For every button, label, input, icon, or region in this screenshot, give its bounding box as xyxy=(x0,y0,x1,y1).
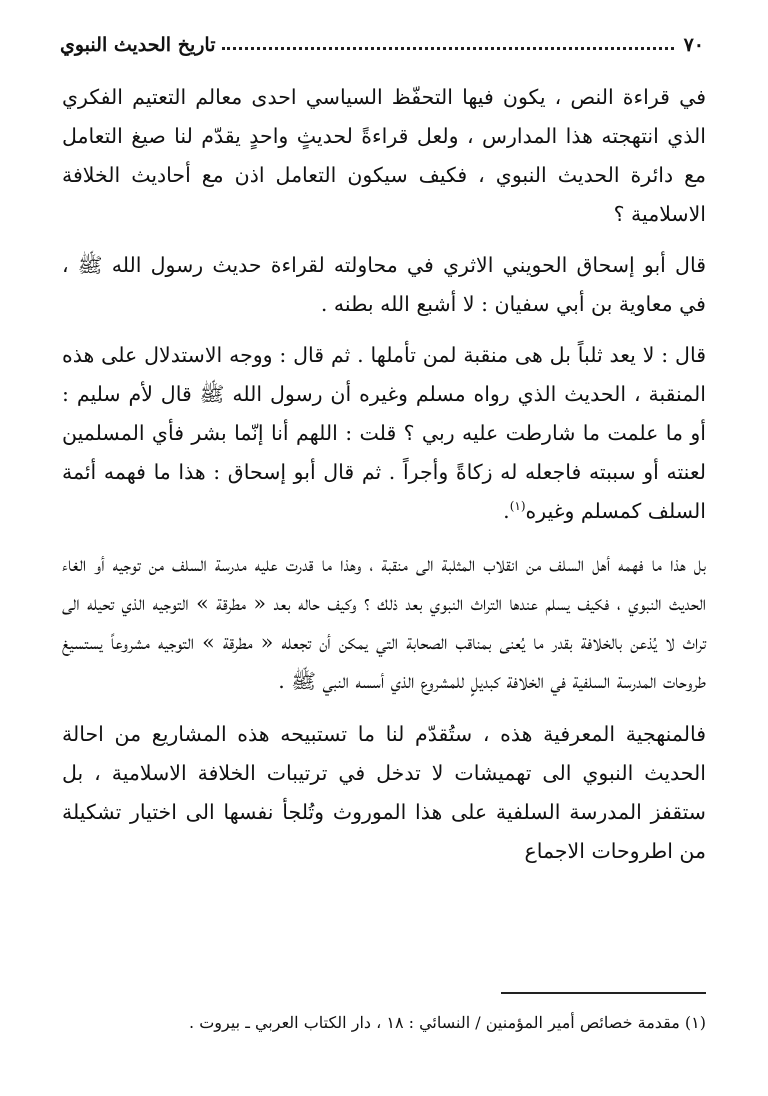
footnote-separator xyxy=(501,992,706,994)
main-text xyxy=(62,78,706,871)
paragraph-3-end: . xyxy=(503,499,510,523)
page-number: ٧٠ xyxy=(683,34,704,56)
paragraph-3-text: قال : لا يعد ثلباً بل هى منقبة لمن تأملها . ثم قال : ووجه الاستدلال على هذه المنقبة ، الحديث الذي رواه مسلم وغيره أن رسول الله ﷺ قال لأم سليم : أو ما علمت ما شارطت عليه ربي ؟ قلت : اللهم أنا إنّما بشر فأي المسلمين لعنته أو سببته فاجعله له زكاةً وأجراً . ثم قال أبو إسحاق : هذا ما فهمه أئمة السلف كمسلم وغيره xyxy=(62,343,706,523)
header-dot-leader xyxy=(222,47,674,50)
paragraph-1: في قراءة النص ، يكون فيها التحفّظ السياسي احدى معالم التعتيم الفكري الذي انتهجته هذا المدارس ، ولعل قراءةً لحديثٍ واحدٍ يقدّم لنا صيغ التعامل مع دائرة الحديث النبوي ، فكيف سيكون التعامل اذن مع أحاديث الخلافة الاسلامية ؟ xyxy=(62,85,706,226)
footnote-reference[interactable]: (١) xyxy=(509,499,526,513)
paragraph-4: بل هذا ما فهمه أهل السلف من انقلاب المثلبة الى منقبة ، وهذا ما قدرت عليه مدرسة السلف من توجيه أو الغاء الحديث النبوي ، فكيف يسلم عندها التراث النبوي بعد ذلك ؟ وكيف حاله بعد « مطرقة » التوجيه الذي تحيله الى تراث لا يُذعن بالخلافة بقدر ما يُعنى بمناقب الصحابة التي يمكن أن تجعله « مطرقة » التوجيه مشروعاً يستسيغ طروحات المدرسة السلفية في الخلافة كبديلٍ للمشروع الذي أسسه النبي ﷺ . xyxy=(62,552,706,693)
running-title: تاريخ الحديث النبوي xyxy=(60,34,216,56)
paragraph-3 xyxy=(62,336,706,531)
footnote: (١) مقدمة خصائص أمير المؤمنين / النسائي : ١٨ ، دار الكتاب العربي ـ بيروت . xyxy=(189,1013,706,1032)
running-header xyxy=(60,30,704,60)
paragraph-2: قال أبو إسحاق الحويني الاثري في محاولته لقراءة حديث رسول الله ﷺ ، في معاوية بن أبي سفيان : لا أشبع الله بطنه . xyxy=(62,253,706,316)
paragraph-5: فالمنهجية المعرفية هذه ، ستُقدّم لنا ما تستبيحه هذه المشاريع من احالة الحديث النبوي الى تهميشات لا تدخل في ترتيبات الخلافة الاسلامية ، بل ستقفز المدرسة السلفية على هذا الموروث وتُلجأ نفسها الى اختيار تشكيلة من اطروحات الاجماع xyxy=(62,722,706,863)
